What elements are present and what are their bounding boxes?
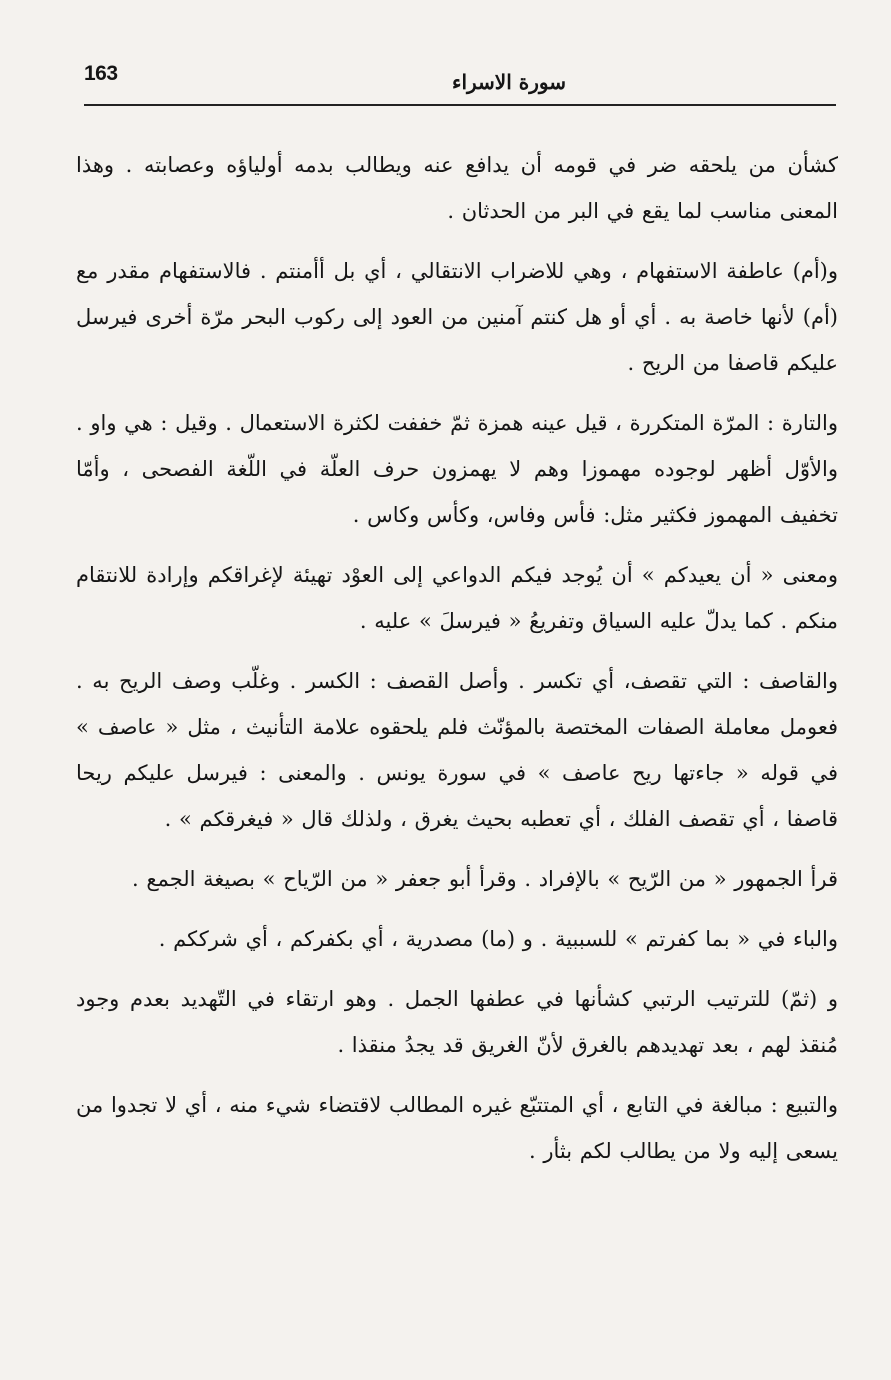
paragraph-3: والتارة : المرّة المتكررة ، قيل عينه همزة ثمّ خففت لكثرة الاستعمال . وقيل : هي واو . والأوّل أظهر لوجوده مهموزا وهم لا يهمزون حرف العلّة في اللّغة الفصحى ، وأمّا تخفيف المهموز فكثير مثل: فأس وفاس، وكأس وكاس .: [76, 411, 838, 527]
paragraph-9: والتبيع : مبالغة في التابع ، أي المتتبّع غيره المطالب لاقتضاء شيء منه ، أي لا تجدوا من يسعى إليه ولا من يطالب لكم بثأر .: [76, 1093, 838, 1163]
paragraph-1: كشأن من يلحقه ضر في قومه أن يدافع عنه ويطالب بدمه أولياؤه وعصابته . وهذا المعنى مناسب لما يقع في البر من الحدثان .: [76, 153, 838, 223]
header-rule: [84, 104, 836, 106]
paragraph-5: والقاصف : التي تقصف، أي تكسر . وأصل القصف : الكسر . وغلّب وصف الريح به . فعومل معاملة الصفات المختصة بالمؤنّث فلم يلحقوه علامة التأنيث ، مثل « عاصف » في قوله « جاءتها ريح عاصف » في سورة يونس . والمعنى : فيرسل عليكم ريحا قاصفا ، أي تقصف الفلك ، أي تعطبه بحيث يغرق ، ولذلك قال « فيغرقكم » .: [76, 669, 838, 831]
paragraph-4: ومعنى « أن يعيدكم » أن يُوجد فيكم الدواعي إلى العوْد تهيئة لإغراقكم وإرادة للانتقام منكم . كما يدلّ عليه السياق وتفريعُ « فيرسلَ » عليه .: [76, 563, 838, 633]
page-header: [84, 60, 836, 108]
running-title: سورة الاسراء: [452, 70, 566, 94]
paragraph-2: و(أم) عاطفة الاستفهام ، وهي للاضراب الانتقالي ، أي بل أأمنتم . فالاستفهام مقدر مع (أم) لأنها خاصة به . أي أو هل كنتم آمنين من العود إلى ركوب البحر مرّة أخرى فيرسل عليكم قاصفا من الريح .: [76, 259, 838, 375]
page-number: 163: [84, 62, 118, 85]
paragraph-8: و (ثمّ) للترتيب الرتبي كشأنها في عطفها الجمل . وهو ارتقاء في التّهديد بعدم وجود مُنقذ لهم ، بعد تهديدهم بالغرق لأنّ الغريق قد يجدُ منقذا .: [76, 987, 838, 1057]
paragraph-7: والباء في « بما كفرتم » للسببية . و (ما) مصدرية ، أي بكفركم ، أي شرككم .: [158, 927, 838, 951]
page-body: [76, 142, 838, 1188]
paragraph-6: قرأ الجمهور « من الرّيح » بالإفراد . وقرأ أبو جعفر « من الرّياح » بصيغة الجمع .: [132, 867, 838, 891]
